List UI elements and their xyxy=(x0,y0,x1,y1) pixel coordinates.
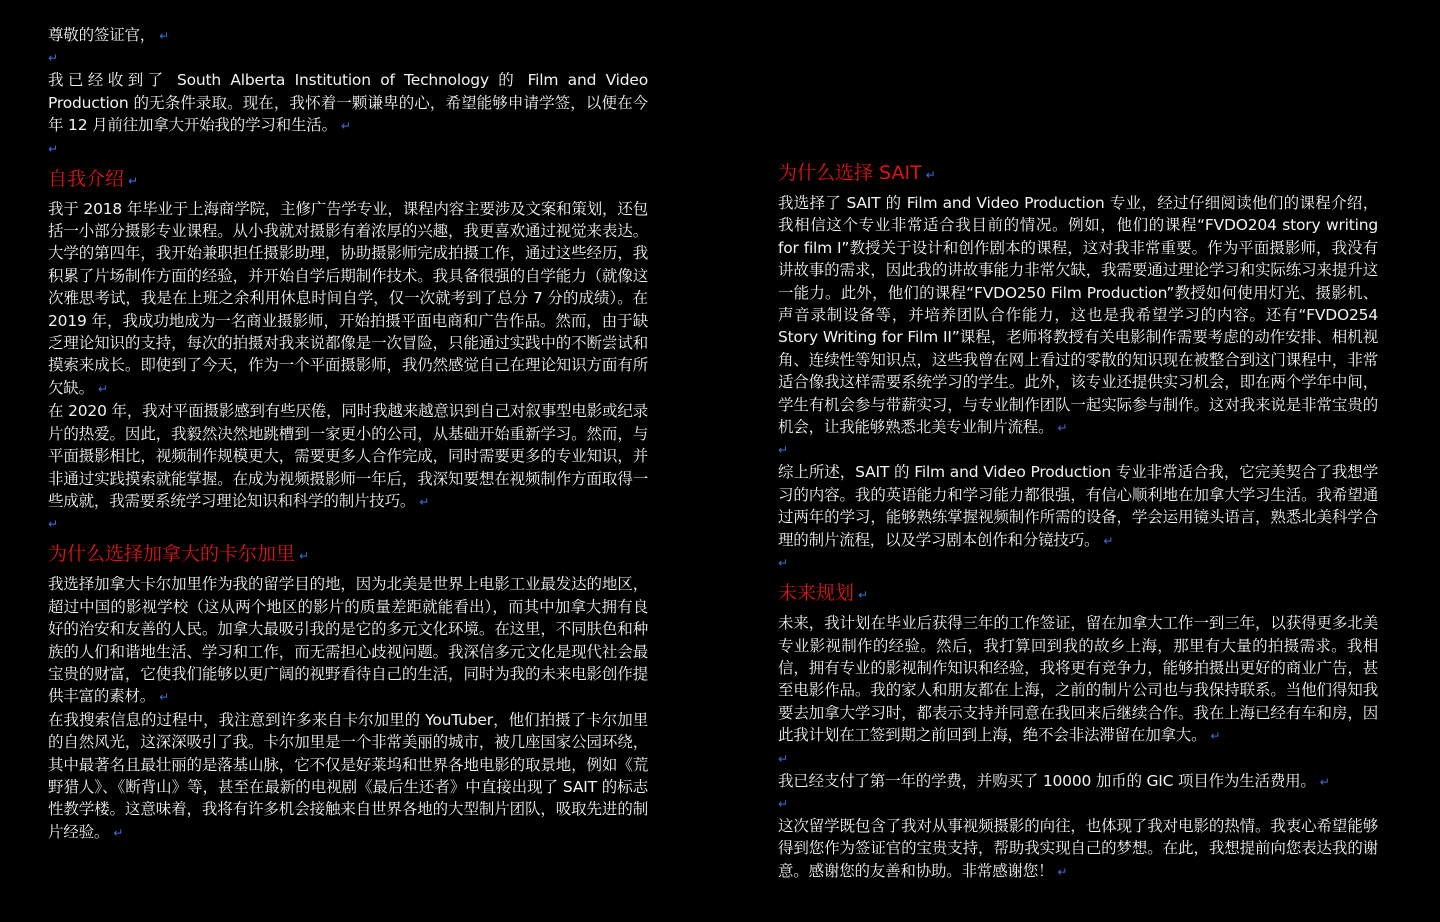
right-column xyxy=(778,154,1378,883)
body-text: 我选择了 SAIT 的 Film and Video Production 专业，经过仔细阅读他们的课程介绍，我相信这个专业非常适合我目前的情况。例如，他们的课程“FVDO204 story writing for film I”教授关于设计和创作剧本的课程，这对我非常重要。作为平面摄影师，我没有讲故事的需求，因此我的讲故事能力非常欠缺，我需要通过理论学习和实际练习来提升这一能力。此外，他们的课程“FVDO250 Film Production”教授如何使用灯光、摄影机、声音录制设备等，并培养团队合作能力，这也是我希望学习的内容。还有“FVDO254 Story Writing for Film II”课程，老师将教授有关电影制作需要考虑的动作安排、相机视角、连续性等知识点，这些我曾在网上看过的零散的知识现在被整合到这门课程中，非常适合像我这样需要系统学习的学生。此外，该专业还提供实习机会，即在两个学年中间，学生有机会参与带薪实习，与专业制作团队一起实际参与制作。这对我来说是非常宝贵的机会，让我能够熟悉北美专业制片流程。 xyxy=(778,194,1378,437)
heading-text: 未来规划 xyxy=(778,582,855,605)
paragraph-mark-icon: ↵ xyxy=(128,173,139,188)
paragraph-mark-icon: ↵ xyxy=(97,381,108,396)
paragraph-mark-icon: ↵ xyxy=(778,556,788,571)
heading-text: 为什么选择加拿大的卡尔加里 xyxy=(48,543,296,566)
body-text: 我于 2018 年毕业于上海商学院，主修广告学专业，课程内容主要涉及文案和策划，还包括一小部分摄影专业课程。从小我就对摄影有着浓厚的兴趣，我更喜欢通过视觉来表达。大学的第四年，我开始兼职担任摄影助理，协助摄影师完成拍摄工作，通过这些经历，我积累了片场制作方面的经验，并开始自学后期制作技术。我具备很强的自学能力（就像这次雅思考试，我是在上班之余利用休息时间自学，仅一次就考到了总分 7 分的成绩）。在 2019 年，我成功地成为一名商业摄影师，开始拍摄平面电商和广告作品。然而，由于缺乏理论知识的支持，每次的拍摄对我来说都像是一次冒险，只能通过实践中的不断尝试和摸索来成长。即使到了今天，作为一个平面摄影师，我仍然感觉自己在理论知识方面有所欠缺。 xyxy=(48,199,648,397)
sait-paragraph-1 xyxy=(778,192,1378,439)
body-text: 我选择加拿大卡尔加里作为我的留学目的地，因为北美是世界上电影工业最发达的地区，超过中国的影视学校（这从两个地区的影片的质量差距就能看出），而其中加拿大拥有良好的治安和友善的人民。加拿大最吸引我的是它的多元文化环境。在这里，不同肤色和种族的人们和谐地生活、学习和工作，而无需担心歧视问题。我深信多元文化是现代社会最宝贵的财富，它使我们能够以更广阔的视野看待自己的生活，同时为我的未来电影创作提供丰富的素材。 xyxy=(48,575,648,706)
heading-text: 为什么选择 SAIT xyxy=(778,162,922,184)
paragraph-mark-icon: ↵ xyxy=(340,119,351,134)
paragraph-mark-icon: ↵ xyxy=(48,51,58,66)
paragraph-mark-icon: ↵ xyxy=(48,517,58,532)
future-paragraph-1 xyxy=(778,612,1378,747)
future-paragraph-3 xyxy=(778,815,1378,883)
paragraph-mark-icon: ↵ xyxy=(1057,421,1068,436)
greeting-text: 尊敬的签证官， xyxy=(48,26,156,44)
paragraph-mark-icon: ↵ xyxy=(159,29,169,43)
paragraph-mark-icon: ↵ xyxy=(858,588,869,603)
blank-line xyxy=(48,138,648,160)
blank-line xyxy=(48,513,648,535)
greeting xyxy=(48,24,648,47)
intro-paragraph xyxy=(48,69,648,137)
blank-line xyxy=(48,47,648,69)
self-intro-paragraph-1 xyxy=(48,198,648,401)
intro-text: 我已经收到了 South Alberta Institution of Technology 的 Film and Video Production 的无条件录取。现在，我怀着一颗谦卑的心，希望能够申请学签，以便在今年 12 月前往加拿大开始我的学习和生活。 xyxy=(48,71,648,135)
paragraph-mark-icon: ↵ xyxy=(113,825,124,840)
blank-line xyxy=(778,552,1378,574)
body-text: 这次留学既包含了我对从事视频摄影的向往，也体现了我对电影的热情。我衷心希望能够得到您作为签证官的宝贵支持，帮助我实现自己的梦想。在此，我想提前向您表达我的谢意。感谢您的友善和协助。非常感谢您！ xyxy=(778,816,1378,880)
sait-paragraph-2 xyxy=(778,461,1378,552)
section-heading-future xyxy=(778,580,1378,608)
self-intro-paragraph-2 xyxy=(48,400,648,513)
calgary-paragraph-1 xyxy=(48,573,648,708)
section-heading-calgary xyxy=(48,541,648,569)
body-text: 未来，我计划在毕业后获得三年的工作签证，留在加拿大工作一到三年，以获得更多北美专业影视制作的经验。然后，我打算回到我的故乡上海，那里有大量的拍摄需求。我相信，拥有专业的影视制作知识和经验，我将更有竞争力，能够拍摄出更好的商业广告，甚至电影作品。我的家人和朋友都在上海，之前的制片公司也与我保持联系。当他们得知我要去加拿大学习时，都表示支持并同意在我回来后继续合作。我在上海已经有车和房，因此我计划在工签到期之前回到上海，绝不会非法滞留在加拿大。 xyxy=(778,614,1378,745)
paragraph-mark-icon: ↵ xyxy=(925,168,936,182)
future-paragraph-2 xyxy=(778,770,1378,793)
section-heading-sait xyxy=(778,160,1378,188)
calgary-paragraph-2 xyxy=(48,709,648,844)
paragraph-mark-icon: ↵ xyxy=(419,494,430,509)
paragraph-mark-icon: ↵ xyxy=(1319,774,1330,789)
body-text: 我已经支付了第一年的学费，并购买了 10000 加币的 GIC 项目作为生活费用。 xyxy=(778,771,1316,790)
body-text: 综上所述，SAIT 的 Film and Video Production 专业非常适合我，它完美契合了我想学习的内容。我的英语能力和学习能力都很强，有信心顺利地在加拿大学习生活。我希望通过两年的学习，能够熟练掌握视频制作所需的设备，学会运用镜头语言，熟悉北美科学合理的制片流程，以及学习剧本创作和分镜技巧。 xyxy=(778,463,1378,549)
paragraph-mark-icon: ↵ xyxy=(778,751,788,766)
body-text: 在我搜索信息的过程中，我注意到许多来自卡尔加里的 YouTuber，他们拍摄了卡尔加里的自然风光，这深深吸引了我。卡尔加里是一个非常美丽的城市，被几座国家公园环绕，其中最著名且最壮丽的是落基山脉，它不仅是好莱坞和世界各地电影的取景地，例如《荒野猎人》、《断背山》等，甚至在最新的电视剧《最后生还者》中直接出现了 SAIT 的标志性教学楼。这意味着，我将有许多机会接触来自世界各地的大型制片团队，吸取先进的制片经验。 xyxy=(48,710,648,841)
blank-line xyxy=(778,439,1378,461)
paragraph-mark-icon: ↵ xyxy=(778,796,788,811)
body-text: 在 2020 年，我对平面摄影感到有些厌倦，同时我越来越意识到自己对叙事型电影或纪录片的热爱。因此，我毅然决然地跳槽到一家更小的公司，从基础开始重新学习。然而，与平面摄影相比，视频制作规模更大，需要更多人合作完成，同时需要更多的专业知识，并非通过实践摸索就能掌握。在成为视频摄影师一年后，我深知要想在视频制作方面取得一些成就，我需要系统学习理论知识和科学的制片技巧。 xyxy=(48,402,648,510)
paragraph-mark-icon: ↵ xyxy=(1210,729,1221,744)
paragraph-mark-icon: ↵ xyxy=(48,141,58,156)
blank-line xyxy=(778,793,1378,815)
paragraph-mark-icon: ↵ xyxy=(778,443,788,458)
paragraph-mark-icon: ↵ xyxy=(1057,864,1068,879)
left-column xyxy=(48,24,648,844)
heading-text: 自我介绍 xyxy=(48,167,125,190)
blank-line xyxy=(778,748,1378,770)
paragraph-mark-icon: ↵ xyxy=(1103,533,1114,548)
section-heading-self-intro xyxy=(48,166,648,194)
paragraph-mark-icon: ↵ xyxy=(159,690,169,705)
paragraph-mark-icon: ↵ xyxy=(299,549,310,564)
